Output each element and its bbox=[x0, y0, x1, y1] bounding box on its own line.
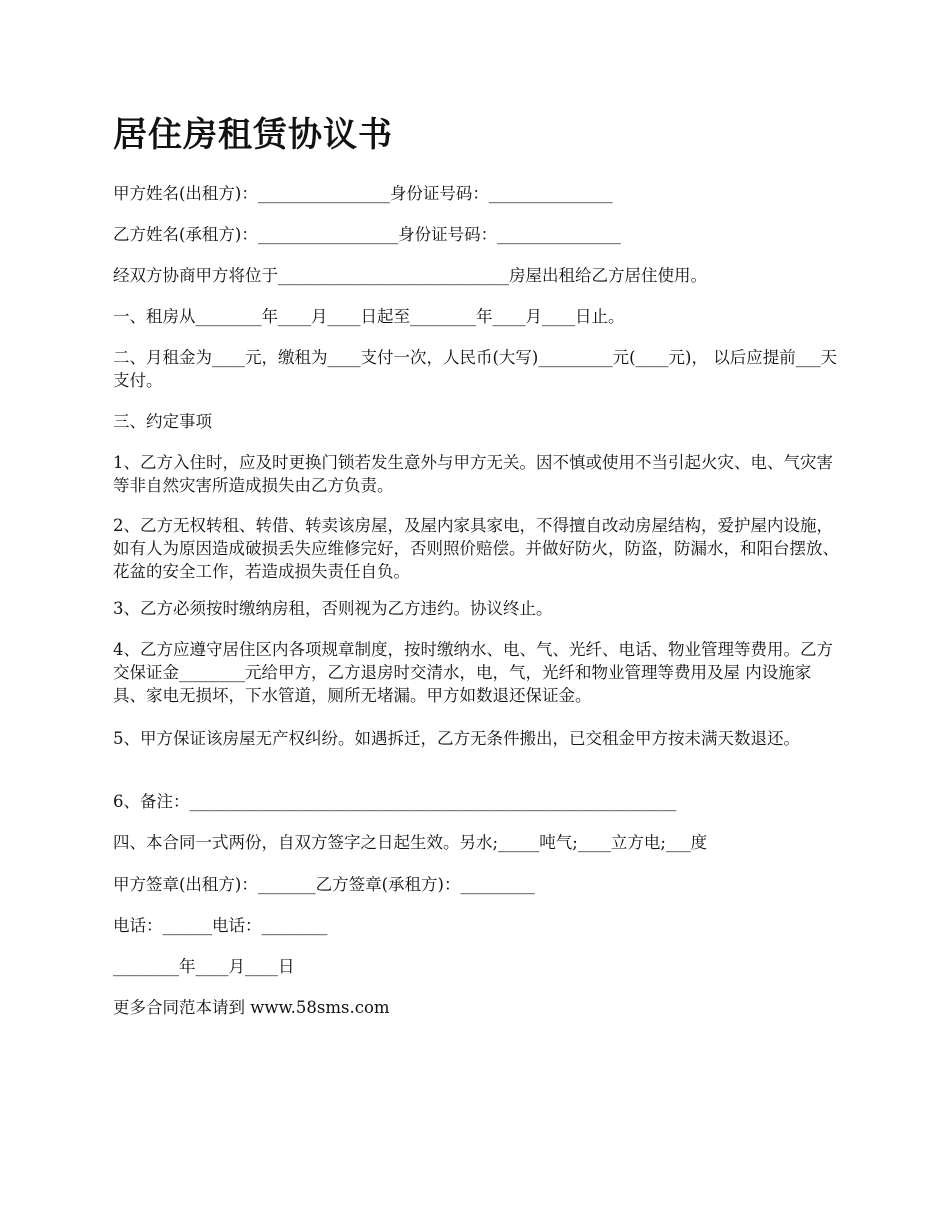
document-title: 居住房租赁协议书 bbox=[113, 115, 393, 155]
tenant-info-line: 乙方姓名(承租方)：_________________身份证号码：_______________ bbox=[113, 225, 621, 244]
lease-term-line: 一、租房从________年____月____日起至________年____月____日止。 bbox=[113, 307, 625, 326]
rent-payment-paragraph: 二、月租金为____元，缴租为____支付一次，人民币(大写)_________元(____元)， 以后应提前___天支付。 bbox=[113, 348, 837, 390]
clause-2: 2、乙方无权转租、转借、转卖该房屋，及屋内家具家电，不得擅自改动房屋结构，爱护屋内设施，如有人为原因造成破损丢失应维修完好，否则照价赔偿。并做好防火，防盗，防漏水，和阳台摆放、花盆的安全工作，若造成损失责任自负。 bbox=[113, 516, 839, 581]
clause-3: 3、乙方必须按时缴纳房租，否则视为乙方违约。协议终止。 bbox=[113, 599, 553, 618]
clause-5: 5、甲方保证该房屋无产权纠纷。如遇拆迁，乙方无条件搬出，已交租金甲方按未满天数退还。 bbox=[113, 729, 800, 748]
signature-line: 甲方签章(出租方)：_______乙方签章(承租方)：_________ bbox=[113, 875, 535, 894]
clause-6-remarks: 6、备注：___________________________________________________________ bbox=[113, 792, 677, 811]
clause-1: 1、乙方入住时，应及时更换门锁若发生意外与甲方无关。因不慎或使用不当引起火灾、电、气灾害等非自然灾害所造成损失由乙方负责。 bbox=[113, 453, 833, 495]
property-location-line: 经双方协商甲方将位于____________________________房屋出租给乙方居住使用。 bbox=[113, 266, 707, 285]
date-line: ________年____月____日 bbox=[113, 957, 295, 976]
clause-4: 4、乙方应遵守居住区内各项规章制度，按时缴纳水、电、气、光纤、电话、物业管理等费用。乙方交保证金________元给甲方，乙方退房时交清水，电，气，光纤和物业管理等费用及屋 内设施家具、家电无损坏，下水管道，厕所无堵漏。甲方如数退还保证金。 bbox=[113, 640, 833, 705]
section-effect-utilities: 四、本合同一式两份，自双方签字之日起生效。另水;_____吨气;____立方电;___度 bbox=[113, 833, 708, 852]
section-agreed-matters: 三、约定事项 bbox=[113, 412, 212, 431]
phone-line: 电话：______电话：________ bbox=[113, 916, 328, 935]
landlord-info-line: 甲方姓名(出租方)：________________身份证号码：_______________ bbox=[113, 184, 613, 203]
footer-more-templates: 更多合同范本请到 www.58sms.com bbox=[113, 998, 390, 1017]
